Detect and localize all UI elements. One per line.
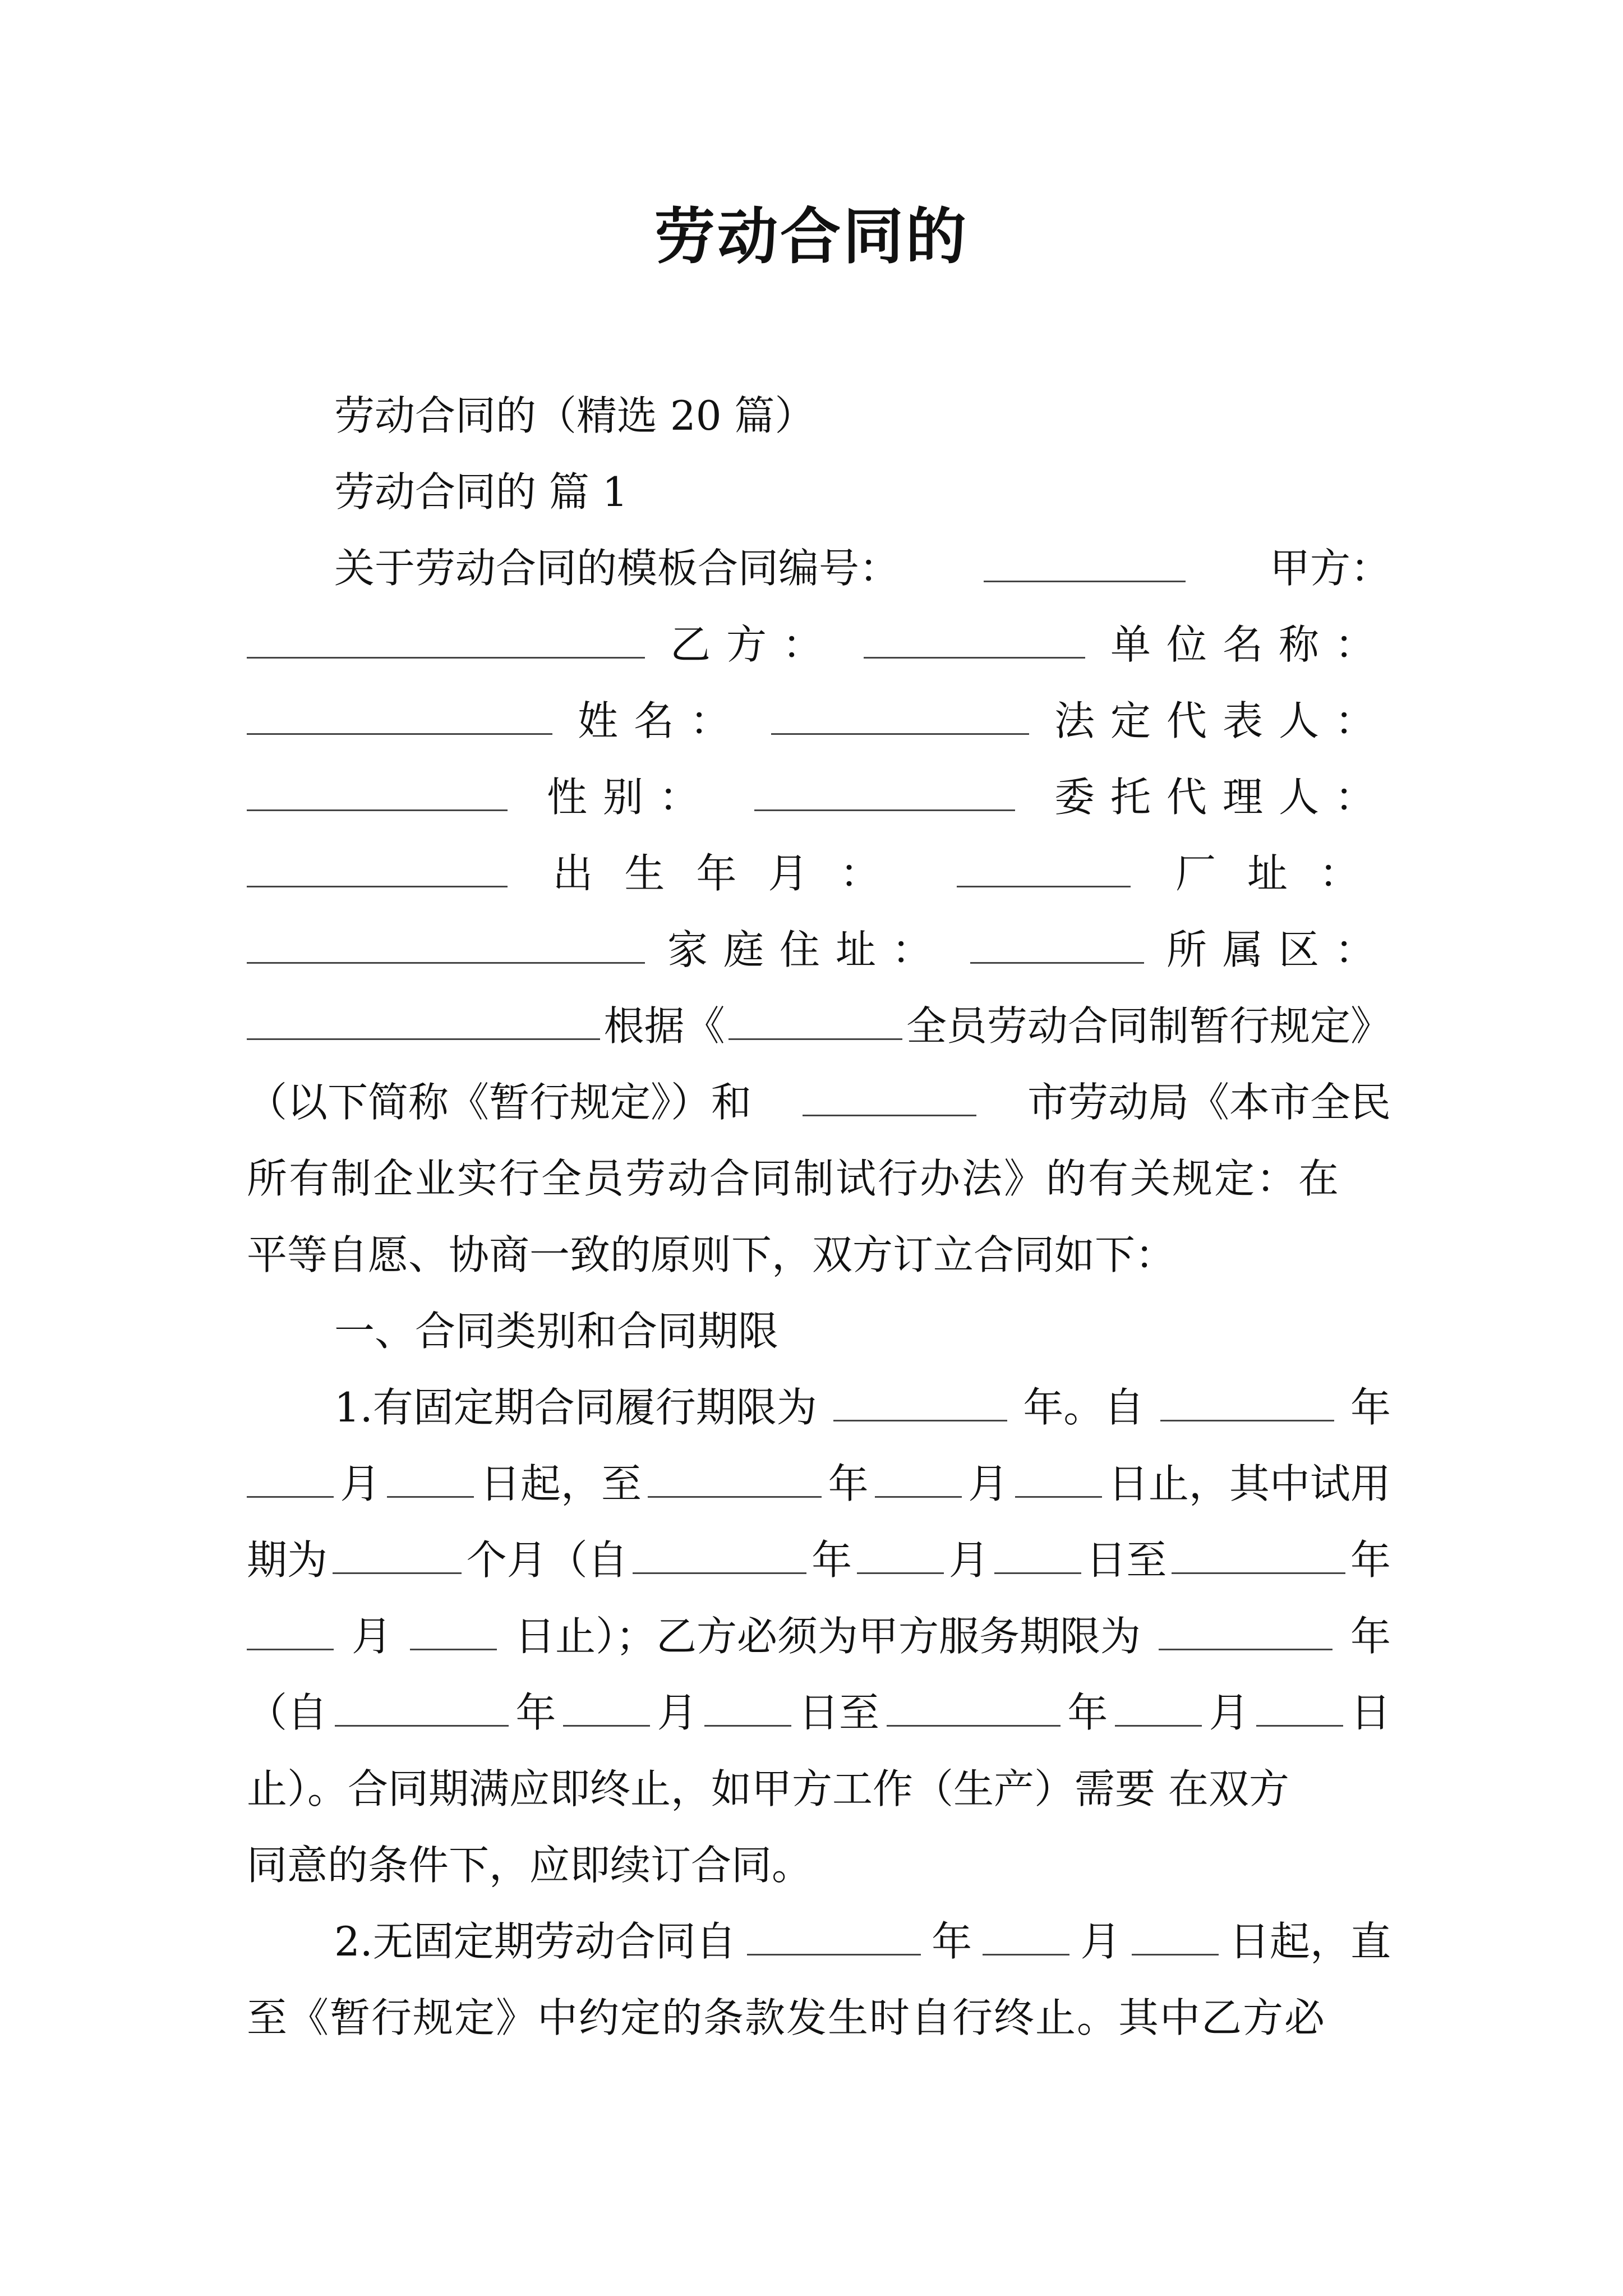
text-line: 至《暂行规定》中约定的条款发生时自行终止。其中乙方必	[247, 1994, 1326, 2041]
blank-field[interactable]	[247, 845, 508, 887]
label-contract-number: 关于劳动合同的模板合同编号：	[334, 545, 900, 592]
blank-field[interactable]	[1015, 1456, 1102, 1498]
paragraph-heading	[247, 461, 1391, 523]
blank-field[interactable]	[563, 1685, 650, 1727]
document-title: 劳动合同的	[654, 202, 969, 272]
blank-field[interactable]	[875, 1456, 962, 1498]
blank-field[interactable]	[247, 1608, 334, 1650]
form-line	[247, 919, 1391, 981]
text-line: 劳动合同的 篇 1	[334, 468, 628, 516]
blank-field[interactable]	[803, 1074, 976, 1116]
blank-field[interactable]	[1159, 1608, 1332, 1650]
text-line: 劳动合同的（精选 20 篇）	[334, 392, 815, 439]
form-line	[247, 766, 1391, 828]
blank-field[interactable]	[994, 1532, 1081, 1574]
text-line: 期为 个月（自 年 月 日至 年	[247, 1529, 1391, 1591]
blank-field[interactable]	[1115, 1685, 1202, 1727]
blank-field[interactable]	[754, 769, 1015, 811]
blank-field[interactable]	[335, 1685, 509, 1727]
text-line: （自 年 月 日至 年 月 日	[247, 1682, 1391, 1743]
paragraph-subtitle	[247, 385, 1391, 447]
blank-field[interactable]	[704, 1685, 791, 1727]
label-name: 姓名：	[577, 697, 746, 744]
blank-field[interactable]	[747, 1913, 921, 1955]
text-line: 同意的条件下，应即续订合同。	[247, 1842, 813, 1889]
blank-field[interactable]	[247, 998, 600, 1040]
label-home-address: 家庭住址：	[667, 926, 948, 973]
label-legal-representative: 法定代表人：	[1054, 697, 1391, 744]
blank-field[interactable]	[957, 845, 1131, 887]
label-birth-date: 出生年月：	[552, 850, 912, 897]
blank-field[interactable]	[833, 1379, 1007, 1421]
blank-field[interactable]	[887, 1685, 1061, 1727]
blank-field[interactable]	[633, 1532, 806, 1574]
blank-field[interactable]	[410, 1608, 497, 1650]
text-line: 月 日起，至 年 月 日止，其中试用	[247, 1453, 1391, 1515]
blank-field[interactable]	[1256, 1685, 1343, 1727]
label-agent: 委托代理人：	[1054, 774, 1391, 821]
blank-field[interactable]	[864, 616, 1085, 659]
text-line: （以下简称《暂行规定》）和 市劳动局《本市全民	[247, 1071, 1391, 1133]
blank-field[interactable]	[1172, 1532, 1345, 1574]
blank-field[interactable]	[247, 693, 552, 735]
text-line: 所有制企业实行全员劳动合同制试行办法》的有关规定：在	[247, 1155, 1341, 1202]
text-line: 根据《 全员劳动合同制暂行规定》	[247, 995, 1391, 1057]
blank-field[interactable]	[970, 922, 1144, 964]
form-line	[247, 690, 1391, 752]
blank-field[interactable]	[983, 1913, 1069, 1955]
blank-field[interactable]	[1132, 1913, 1219, 1955]
blank-field[interactable]	[771, 693, 1029, 735]
blank-field[interactable]	[387, 1456, 474, 1498]
label-party-b: 乙方：	[670, 621, 838, 668]
text-line: 2.无固定期劳动合同自 年 月 日起，直	[247, 1911, 1391, 1972]
label-party-a: 甲方：	[1269, 545, 1391, 592]
blank-field[interactable]	[984, 540, 1186, 582]
label-gender: 性别：	[546, 774, 715, 821]
blank-field[interactable]	[247, 769, 508, 811]
blank-field[interactable]	[247, 1456, 334, 1498]
blank-field[interactable]	[247, 616, 645, 659]
form-line	[247, 614, 1391, 675]
label-district: 所属区：	[1166, 926, 1391, 973]
text-line: 1.有固定期合同履行期限为 年。自 年	[247, 1377, 1391, 1438]
form-line	[247, 537, 1391, 599]
blank-field[interactable]	[247, 922, 645, 964]
blank-field[interactable]	[728, 998, 902, 1040]
text-line: 月 日止）；乙方必须为甲方服务期限为 年	[247, 1605, 1391, 1667]
form-line	[247, 843, 1391, 904]
text-line: 止）。合同期满应即终止，如甲方工作（生产）需要 在双方	[247, 1765, 1289, 1812]
blank-field[interactable]	[333, 1532, 462, 1574]
label-factory-address: 厂址：	[1175, 850, 1391, 897]
blank-field[interactable]	[857, 1532, 944, 1574]
text-line: 平等自愿、协商一致的原则下，双方订立合同如下：	[247, 1231, 1176, 1278]
blank-field[interactable]	[1160, 1379, 1334, 1421]
section-heading: 一、合同类别和合同期限	[334, 1308, 779, 1355]
blank-field[interactable]	[648, 1456, 822, 1498]
label-unit-name: 单位名称：	[1110, 621, 1391, 668]
